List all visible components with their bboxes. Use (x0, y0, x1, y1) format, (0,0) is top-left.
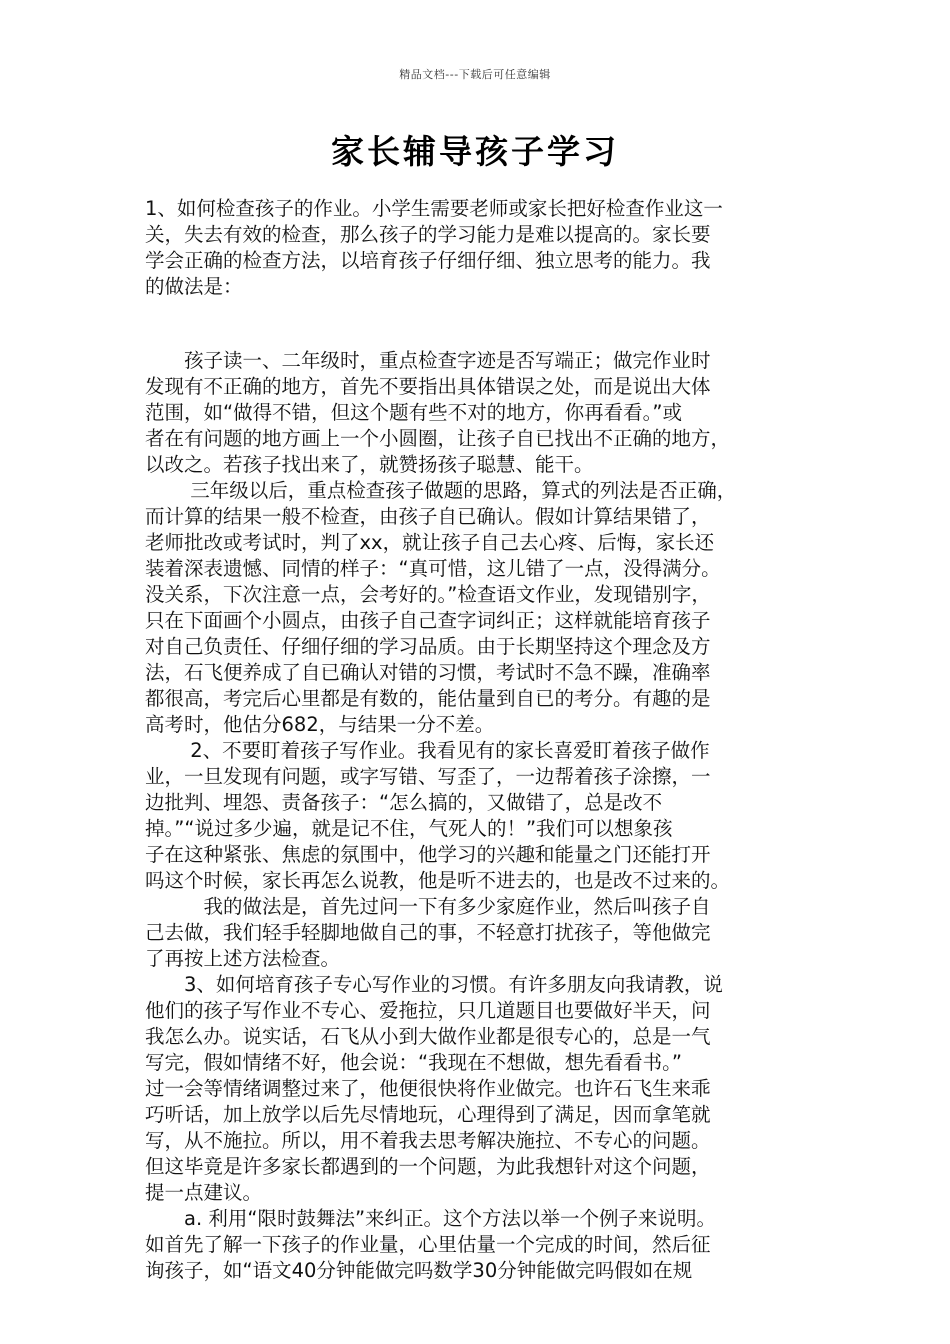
text-line: 对自己负责任、仔细仔细的学习品质。由于长期坚持这个理念及方 (145, 635, 711, 658)
document-body (145, 196, 815, 1284)
text-line: 掉。”“说过多少遍，就是记不住，气死人的！”我们可以想象孩 (145, 817, 673, 840)
text-line: 1、如何检查孩子的作业。小学生需要老师或家长把好检查作业这一 (145, 197, 723, 220)
text-line: 没关系，下次注意一点，会考好的。”检查语文作业，发现错别字， (145, 583, 711, 606)
document-title: 家长辅导孩子学习 (331, 132, 619, 171)
text-line: a. 利用“限时鼓舞法”来纠正。这个方法以举一个例子来说明。 (145, 1207, 717, 1230)
text-line: 装着深表遗憾、同情的样子：“真可惜，这儿错了一点，没得满分。 (145, 557, 721, 580)
text-line: 2、不要盯着孩子写作业。我看见有的家长喜爱盯着孩子做作 (145, 739, 710, 762)
text-line: 三年级以后，重点检查孩子做题的思路，算式的列法是否正确， (145, 479, 737, 502)
text-line: 他们的孩子写作业不专心、爱拖拉，只几道题目也要做好半天，问 (145, 999, 711, 1022)
text-line: 只在下面画个小圆点，由孩子自己查字词纠正；这样就能培育孩子 (145, 609, 711, 632)
text-line: 关，失去有效的检查，那么孩子的学习能力是难以提高的。家长要 (145, 223, 711, 246)
text-line: 者在有问题的地方画上一个小圆圈，让孩子自已找出不正确的地方， (145, 427, 731, 450)
text-line: 巧听话，加上放学以后先尽情地玩，心理得到了满足，因而拿笔就 (145, 1103, 711, 1126)
text-line: 如首先了解一下孩子的作业量，心里估量一个完成的时间，然后征 (145, 1233, 711, 1256)
text-line: 发现有不正确的地方，首先不要指出具体错误之处，而是说出大体 (145, 375, 711, 398)
text-line: 范围，如“做得不错，但这个题有些不对的地方，你再看看。”或 (145, 401, 682, 424)
text-line: 的做法是： (145, 275, 243, 298)
text-line: 业，一旦发现有问题，或字写错、写歪了，一边帮着孩子涂擦，一 (145, 765, 711, 788)
text-line: 以改之。若孩子找出来了，就赞扬孩子聪慧、能干。 (145, 453, 594, 476)
text-line: 法，石飞便养成了自已确认对错的习惯，考试时不急不躁，准确率 (145, 661, 711, 684)
text-line: 边批判、埋怨、责备孩子：“怎么搞的，又做错了，总是改不 (145, 791, 663, 814)
text-line: 子在这种紧张、焦虑的氛围中，他学习的兴趣和能量之门还能打开 (145, 843, 711, 866)
text-line: 而计算的结果一般不检查，由孩子自已确认。假如计算结果错了， (145, 505, 711, 528)
text-line: 询孩子，如“语文40分钟能做完吗数学30分钟能做完吗假如在规 (145, 1259, 693, 1282)
paragraph-gap (145, 300, 815, 348)
text-line: 但这毕竟是许多家长都遇到的一个问题，为此我想针对这个问题， (145, 1155, 711, 1178)
text-line: 写完，假如情绪不好，他会说：“我现在不想做，想先看看书。” (145, 1051, 682, 1074)
text-line: 了再按上述方法检查。 (145, 947, 341, 970)
text-line: 我的做法是，首先过问一下有多少家庭作业，然后叫孩子自 (145, 895, 711, 918)
text-line: 3、如何培育孩子专心写作业的习惯。有许多朋友向我请教，说 (145, 973, 723, 996)
text-line: 吗这个时候，家长再怎么说教，他是听不进去的，也是改不过来的。 (145, 869, 731, 892)
text-line: 提一点建议。 (145, 1181, 263, 1204)
text-line: 孩子读一、二年级时，重点检查字迹是否写端正；做完作业时 (145, 349, 711, 372)
text-line: 我怎么办。说实话，石飞从小到大做作业都是很专心的，总是一气 (145, 1025, 711, 1048)
text-line: 都很高，考完后心里都是有数的，能估量到自已的考分。有趣的是 (145, 687, 711, 710)
text-line: 学会正确的检查方法，以培育孩子仔细仔细、独立思考的能力。我 (145, 249, 711, 272)
page-header: 精品文档---下载后可任意编辑 (399, 68, 551, 81)
text-line: 写，从不施拉。所以，用不着我去思考解决施拉、不专心的问题。 (145, 1129, 711, 1152)
text-line: 过一会等情绪调整过来了，他便很快将作业做完。也许石飞生来乖 (145, 1077, 711, 1100)
text-line: 己去做，我们轻手轻脚地做自己的事，不轻意打扰孩子，等他做完 (145, 921, 711, 944)
text-line: 高考时，他估分682，与结果一分不差。 (145, 713, 495, 736)
text-line: 老师批改或考试时，判了xx，就让孩子自己去心疼、后悔，家长还 (145, 531, 715, 554)
